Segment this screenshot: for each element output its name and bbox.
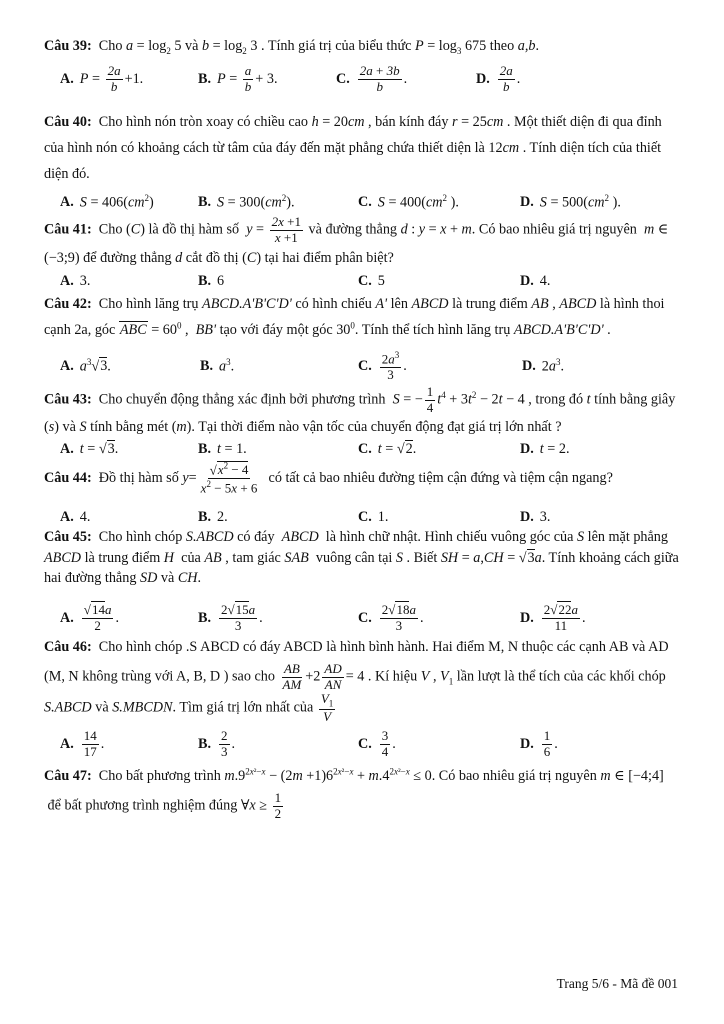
question-40	[44, 109, 680, 213]
question-39-stem: Câu 39: Cho $a = \log_2 5$ và $b = \log_2 3$ . Tính giá trị của biểu thức $P = \log_3 675$ theo a,b.	[44, 38, 540, 56]
choice-c[interactable]: C. $S = 400(cm^2$ ).	[358, 192, 459, 211]
question-45-stem: Câu 45: Cho hình chóp S.ABCD có đáy ABCD là hình chữ nhật. Hình chiếu vuông góc của S lên mặt phẳng ABCD là trung điểm H của AB , tam giác SAB vuông cân tại S . Biết SH = a,CH = √3a. Tính khoảng cách giữa hai đường thẳng SD và CH.	[44, 529, 679, 587]
question-label: Câu 42:	[44, 296, 92, 313]
choice-d[interactable]: D. t = 2.	[520, 440, 570, 457]
question-41-choices	[44, 271, 680, 292]
question-45	[44, 527, 680, 634]
question-43-choices	[44, 439, 680, 460]
choice-b[interactable]: B. 2.	[198, 508, 228, 525]
choice-a[interactable]: A. $a^3√3$.	[60, 356, 111, 375]
question-41	[44, 215, 680, 291]
question-46-choices	[44, 729, 680, 760]
choice-c[interactable]: C. 5	[358, 272, 385, 289]
choice-d[interactable]: D. $\frac{2√22a}{11}$ .	[520, 602, 586, 633]
choice-a[interactable]: A. $S = 406(cm^2)$	[60, 192, 154, 211]
question-44-choices	[44, 507, 680, 528]
choice-a[interactable]: A. 4.	[60, 508, 91, 525]
question-label: Câu 43:	[44, 391, 92, 408]
question-46	[44, 634, 680, 760]
question-label: Câu 39:	[44, 38, 92, 54]
choice-b[interactable]: B. t = 1.	[198, 440, 247, 457]
choice-b[interactable]: B. $a^3$.	[200, 356, 235, 375]
question-39	[44, 36, 680, 95]
choice-d[interactable]: D. $2a^3$.	[522, 356, 565, 375]
choice-c[interactable]: C. $\frac{2a^3}{3}$ .	[358, 349, 407, 382]
question-40-stem: Câu 40: Cho hình nón tròn xoay có chiều cao h = 20cm , bán kính đáy r = 25cm . Một thiết diện đi qua đỉnh của hình nón có khoảng cách từ tâm của đáy đến mặt phẳng chứa thiết diện là 12cm . Tính diện tích của thiết diện đó.	[44, 113, 662, 183]
choice-b[interactable]: B. $\frac{2}{3}$ .	[198, 728, 236, 760]
question-label: Câu 41:	[44, 221, 92, 238]
question-39-choices	[44, 64, 680, 95]
question-label: Câu 40:	[44, 113, 92, 130]
choice-b[interactable]: B. $\frac{2√15a}{3}$ .	[198, 602, 263, 633]
question-label: Câu 44:	[44, 470, 92, 487]
choice-d[interactable]: D. 4.	[520, 272, 551, 289]
page-footer: Trang 5/6 - Mã đề 001	[556, 976, 678, 992]
choice-a[interactable]: A. 3.	[60, 272, 91, 289]
question-42-choices	[44, 350, 680, 383]
question-40-choices	[44, 192, 680, 213]
question-43-stem: Câu 43: Cho chuyển động thẳng xác định bởi phương trình S = − $\frac{1}{4}$ $t^4 + 3t^2 - 2t - 4$ , trong đó t tính bằng giây (s) và S tính bằng mét (m). Tại thời điểm nào vận tốc của chuyển động đạt giá trị lớn nhất ?	[44, 383, 676, 435]
question-41-stem: Câu 41: Cho (C) là đồ thị hàm số y = $\frac{2x +1}{x +1}$ và đường thẳng d : y = x + m. Có bao nhiêu giá trị nguyên m ∈ (−3;9) để đường thẳng d cắt đồ thị (C) tại hai điểm phân biệt?	[44, 213, 669, 266]
question-47	[44, 762, 680, 821]
question-44-stem: Câu 44: Đồ thị hàm số y= $\frac{√x^2 - 4}{x^2 - 5x + 6}$ có tất cả bao nhiêu đường tiệm cận đứng và tiệm cận ngang?	[44, 461, 613, 496]
choice-a[interactable]: A. P = $\frac{2a}{b}$ +1.	[60, 62, 144, 94]
question-label: Câu 45:	[44, 529, 92, 546]
question-label: Câu 46:	[44, 638, 92, 655]
choice-b[interactable]: B. $S = 300(cm^2)$.	[198, 192, 295, 211]
choice-b[interactable]: B. P = $\frac{a}{b}$ + 3.	[198, 62, 278, 94]
choice-c[interactable]: C. t = √2.	[358, 440, 417, 457]
choice-a[interactable]: A. $\frac{14}{17}$ .	[60, 728, 105, 760]
question-46-stem: Câu 46: Cho hình chóp .S ABCD có đáy ABCD là hình bình hành. Hai điểm M, N thuộc các cạnh AB và AD (M, N không trùng với A, B, D ) sao cho $\frac{AB}{AM}$ +2 $\frac{AD}{AN}$ = 4 . Kí hiệu V , $V_1$ lần lượt là thể tích của các khối chóp S.ABCD và S.MBCDN. Tìm giá trị lớn nhất của $\frac{V_1}{V}$	[44, 638, 669, 725]
choice-a[interactable]: A. $\frac{√14a}{2}$ .	[60, 602, 119, 633]
choice-c[interactable]: C. $\frac{2a + 3b}{b}$ .	[336, 62, 408, 94]
question-label: Câu 47:	[44, 768, 92, 785]
question-42	[44, 291, 680, 383]
choice-d[interactable]: D. 3.	[520, 508, 551, 525]
question-44	[44, 461, 680, 527]
question-45-choices	[44, 603, 680, 634]
choice-b[interactable]: B. 6	[198, 272, 225, 289]
choice-c[interactable]: C. $\frac{3}{4}$ .	[358, 728, 396, 760]
question-47-stem: Câu 47: Cho bất phương trình $m.9^{2x^2-x} - (2m +1)6^{2x^2-x} + m.4^{2x^2-x} \le 0$. Có bao nhiêu giá trị nguyên m ∈ [−4;4] để bất phương trình nghiệm đúng ∀x ≥ $\frac{1}{2}$	[44, 766, 664, 821]
choice-d[interactable]: D. $\frac{2a}{b}$ .	[476, 62, 521, 94]
choice-d[interactable]: D. $\frac{1}{6}$ .	[520, 728, 558, 760]
choice-c[interactable]: C. $\frac{2√18a}{3}$ .	[358, 602, 424, 633]
choice-d[interactable]: D. $S = 500(cm^2$ ).	[520, 192, 621, 211]
question-43	[44, 385, 680, 459]
question-42-stem: Câu 42: Cho hình lăng trụ ABCD.A'B'C'D' có hình chiếu A' lên ABCD là trung điểm AB , ABCD là hình thoi cạnh 2a, góc ABC = $60^0$ , BB' tạo với đáy một góc $30^0$. Tính thể tích hình lăng trụ ABCD.A'B'C'D' .	[44, 296, 665, 339]
choice-a[interactable]: A. t = √3.	[60, 440, 119, 457]
choice-c[interactable]: C. 1.	[358, 508, 389, 525]
